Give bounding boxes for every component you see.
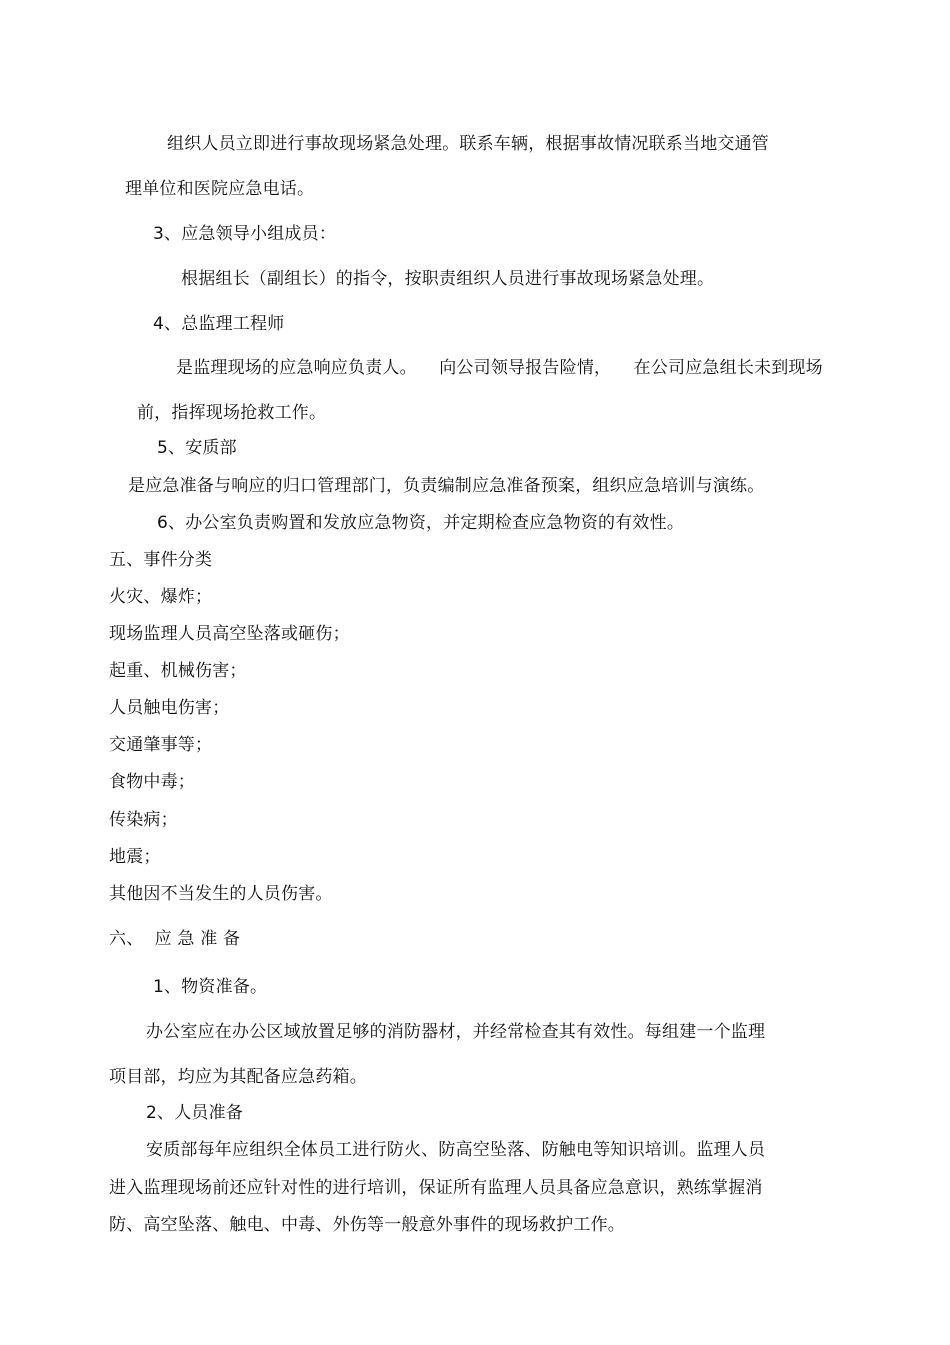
list-item: 其他因不当发生的人员伤害。 [109, 884, 333, 904]
paragraph-line: 项目部，均应为其配备应急药箱。 [109, 1067, 367, 1087]
list-item: 传染病； [109, 810, 178, 830]
paragraph-line: 是监理现场的应急响应负责人。 向公司领导报告险情， 在公司应急组长未到现场 [176, 358, 823, 378]
paragraph-line: 是应急准备与响应的归口管理部门，负责编制应急准备预案，组织应急培训与演练。 [128, 476, 765, 496]
list-item: 地震； [109, 847, 161, 867]
paragraph-line: 组织人员立即进行事故现场紧急处理。联系车辆，根据事故情况联系当地交通管 [167, 134, 769, 154]
list-item: 交通肇事等； [109, 735, 213, 755]
list-item: 食物中毒； [109, 772, 195, 792]
paragraph-line: 防、高空坠落、触电、中毒、外伤等一般意外事件的现场救护工作。 [109, 1215, 625, 1235]
paragraph-line: 理单位和医院应急电话。 [125, 179, 315, 199]
paragraph-line: 安质部每年应组织全体员工进行防火、防高空坠落、防触电等知识培训。监理人员 [146, 1140, 766, 1160]
paragraph-line: 进入监理现场前还应针对性的进行培训，保证所有监理人员具备应急意识，熟练掌握消 [109, 1178, 763, 1198]
paragraph-line: 根据组长（副组长）的指令，按职责组织人员进行事故现场紧急处理。 [181, 269, 715, 289]
section-heading: 5、安质部 [157, 438, 237, 458]
section-heading: 1、物资准备。 [153, 977, 268, 997]
chapter-heading: 五、事件分类 [109, 550, 213, 570]
section-heading: 3、应急领导小组成员： [153, 224, 337, 244]
list-item: 人员触电伤害； [109, 698, 230, 718]
paragraph-line: 前，指挥现场抢救工作。 [137, 403, 327, 423]
section-heading: 4、总监理工程师 [153, 314, 285, 334]
paragraph-line: 6、办公室负责购置和发放应急物资，并定期检查应急物资的有效性。 [157, 513, 685, 533]
section-heading: 2、人员准备 [146, 1103, 244, 1123]
list-item: 火灾、爆炸； [109, 587, 213, 607]
list-item: 起重、机械伤害； [109, 661, 247, 681]
list-item: 现场监理人员高空坠落或砸伤； [109, 624, 350, 644]
paragraph-line: 办公室应在办公区域放置足够的消防器材，并经常检查其有效性。每组建一个监理 [146, 1022, 766, 1042]
chapter-heading: 六、 应 急 准 备 [109, 929, 241, 949]
